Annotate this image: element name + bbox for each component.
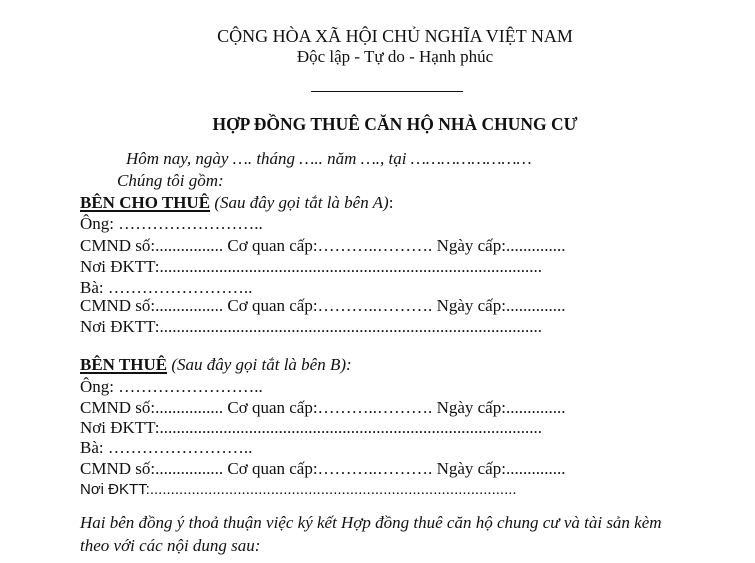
issue-date-field[interactable]: Ngày cấp:..............: [432, 459, 566, 478]
party-b-heading: [80, 355, 352, 375]
issuer-field[interactable]: Cơ quan cấp:………..……….: [223, 459, 433, 478]
party-b-mr-address-field[interactable]: Nơi ĐKTT:..........................................................................................: [80, 418, 542, 437]
issue-date-field[interactable]: Ngày cấp:..............: [432, 296, 566, 315]
national-title: CỘNG HÒA XÃ HỘI CHỦ NGHĨA VIỆT NAM: [217, 26, 573, 46]
party-b-mrs-field[interactable]: Bà: ……………………..: [80, 438, 253, 457]
national-motto: [0, 47, 755, 67]
party-b-mrs-id-row: [80, 459, 565, 479]
party-b-mr-field[interactable]: Ông: ……………………..: [80, 377, 263, 396]
party-a-mr-id-row: [80, 236, 565, 256]
party-b-mr-id-row: [80, 398, 565, 418]
issue-date-field[interactable]: Ngày cấp:..............: [432, 398, 566, 417]
party-a-mr-field[interactable]: Ông: ……………………..: [80, 214, 263, 233]
party-a-mrs-field[interactable]: Bà: ……………………..: [80, 278, 253, 297]
issuer-field[interactable]: Cơ quan cấp:………..……….: [223, 398, 433, 417]
party-b-note: (Sau đây gọi tắt là bên B):: [167, 355, 352, 374]
party-a-heading: [80, 193, 393, 213]
party-a-mrs-address-field[interactable]: Nơi ĐKTT:..........................................................................................: [80, 317, 542, 336]
issue-date-field[interactable]: Ngày cấp:..............: [432, 236, 566, 255]
date-line: Hôm nay, ngày …. tháng ….. năm …., tại ……………………: [126, 149, 532, 168]
motto-text: Độc lập - Tự do - Hạnh phúc: [296, 47, 494, 66]
agreement-line-2: theo với các nội dung sau:: [80, 536, 261, 555]
party-a-colon: :: [388, 193, 394, 212]
party-b-label: BÊN THUÊ: [80, 355, 168, 374]
id-number-field[interactable]: CMND số:................: [80, 296, 224, 315]
party-a-mrs-id-row: [80, 296, 565, 316]
party-a-mr-address-field[interactable]: Nơi ĐKTT:..........................................................................................: [80, 257, 542, 276]
id-number-field[interactable]: CMND số:................: [80, 398, 224, 417]
contract-title: HỢP ĐỒNG THUÊ CĂN HỘ NHÀ CHUNG CƯ: [212, 114, 578, 134]
issuer-field[interactable]: Cơ quan cấp:………..……….: [223, 296, 433, 315]
id-number-field[interactable]: CMND số:................: [80, 459, 224, 478]
issuer-field[interactable]: Cơ quan cấp:………..……….: [223, 236, 433, 255]
id-number-field[interactable]: CMND số:................: [80, 236, 224, 255]
header-divider: [311, 91, 463, 92]
party-a-label: BÊN CHO THUÊ: [80, 193, 211, 212]
agreement-line-1: Hai bên đồng ý thoả thuận việc ký kết Hợp đồng thuê căn hộ chung cư và tài sản kèm: [80, 513, 662, 532]
parties-intro: Chúng tôi gồm:: [117, 171, 224, 190]
party-a-note: (Sau đây gọi tắt là bên A): [210, 193, 389, 212]
party-b-mrs-address-field[interactable]: Nơi ĐKTT:........................................................................................: [80, 481, 517, 498]
